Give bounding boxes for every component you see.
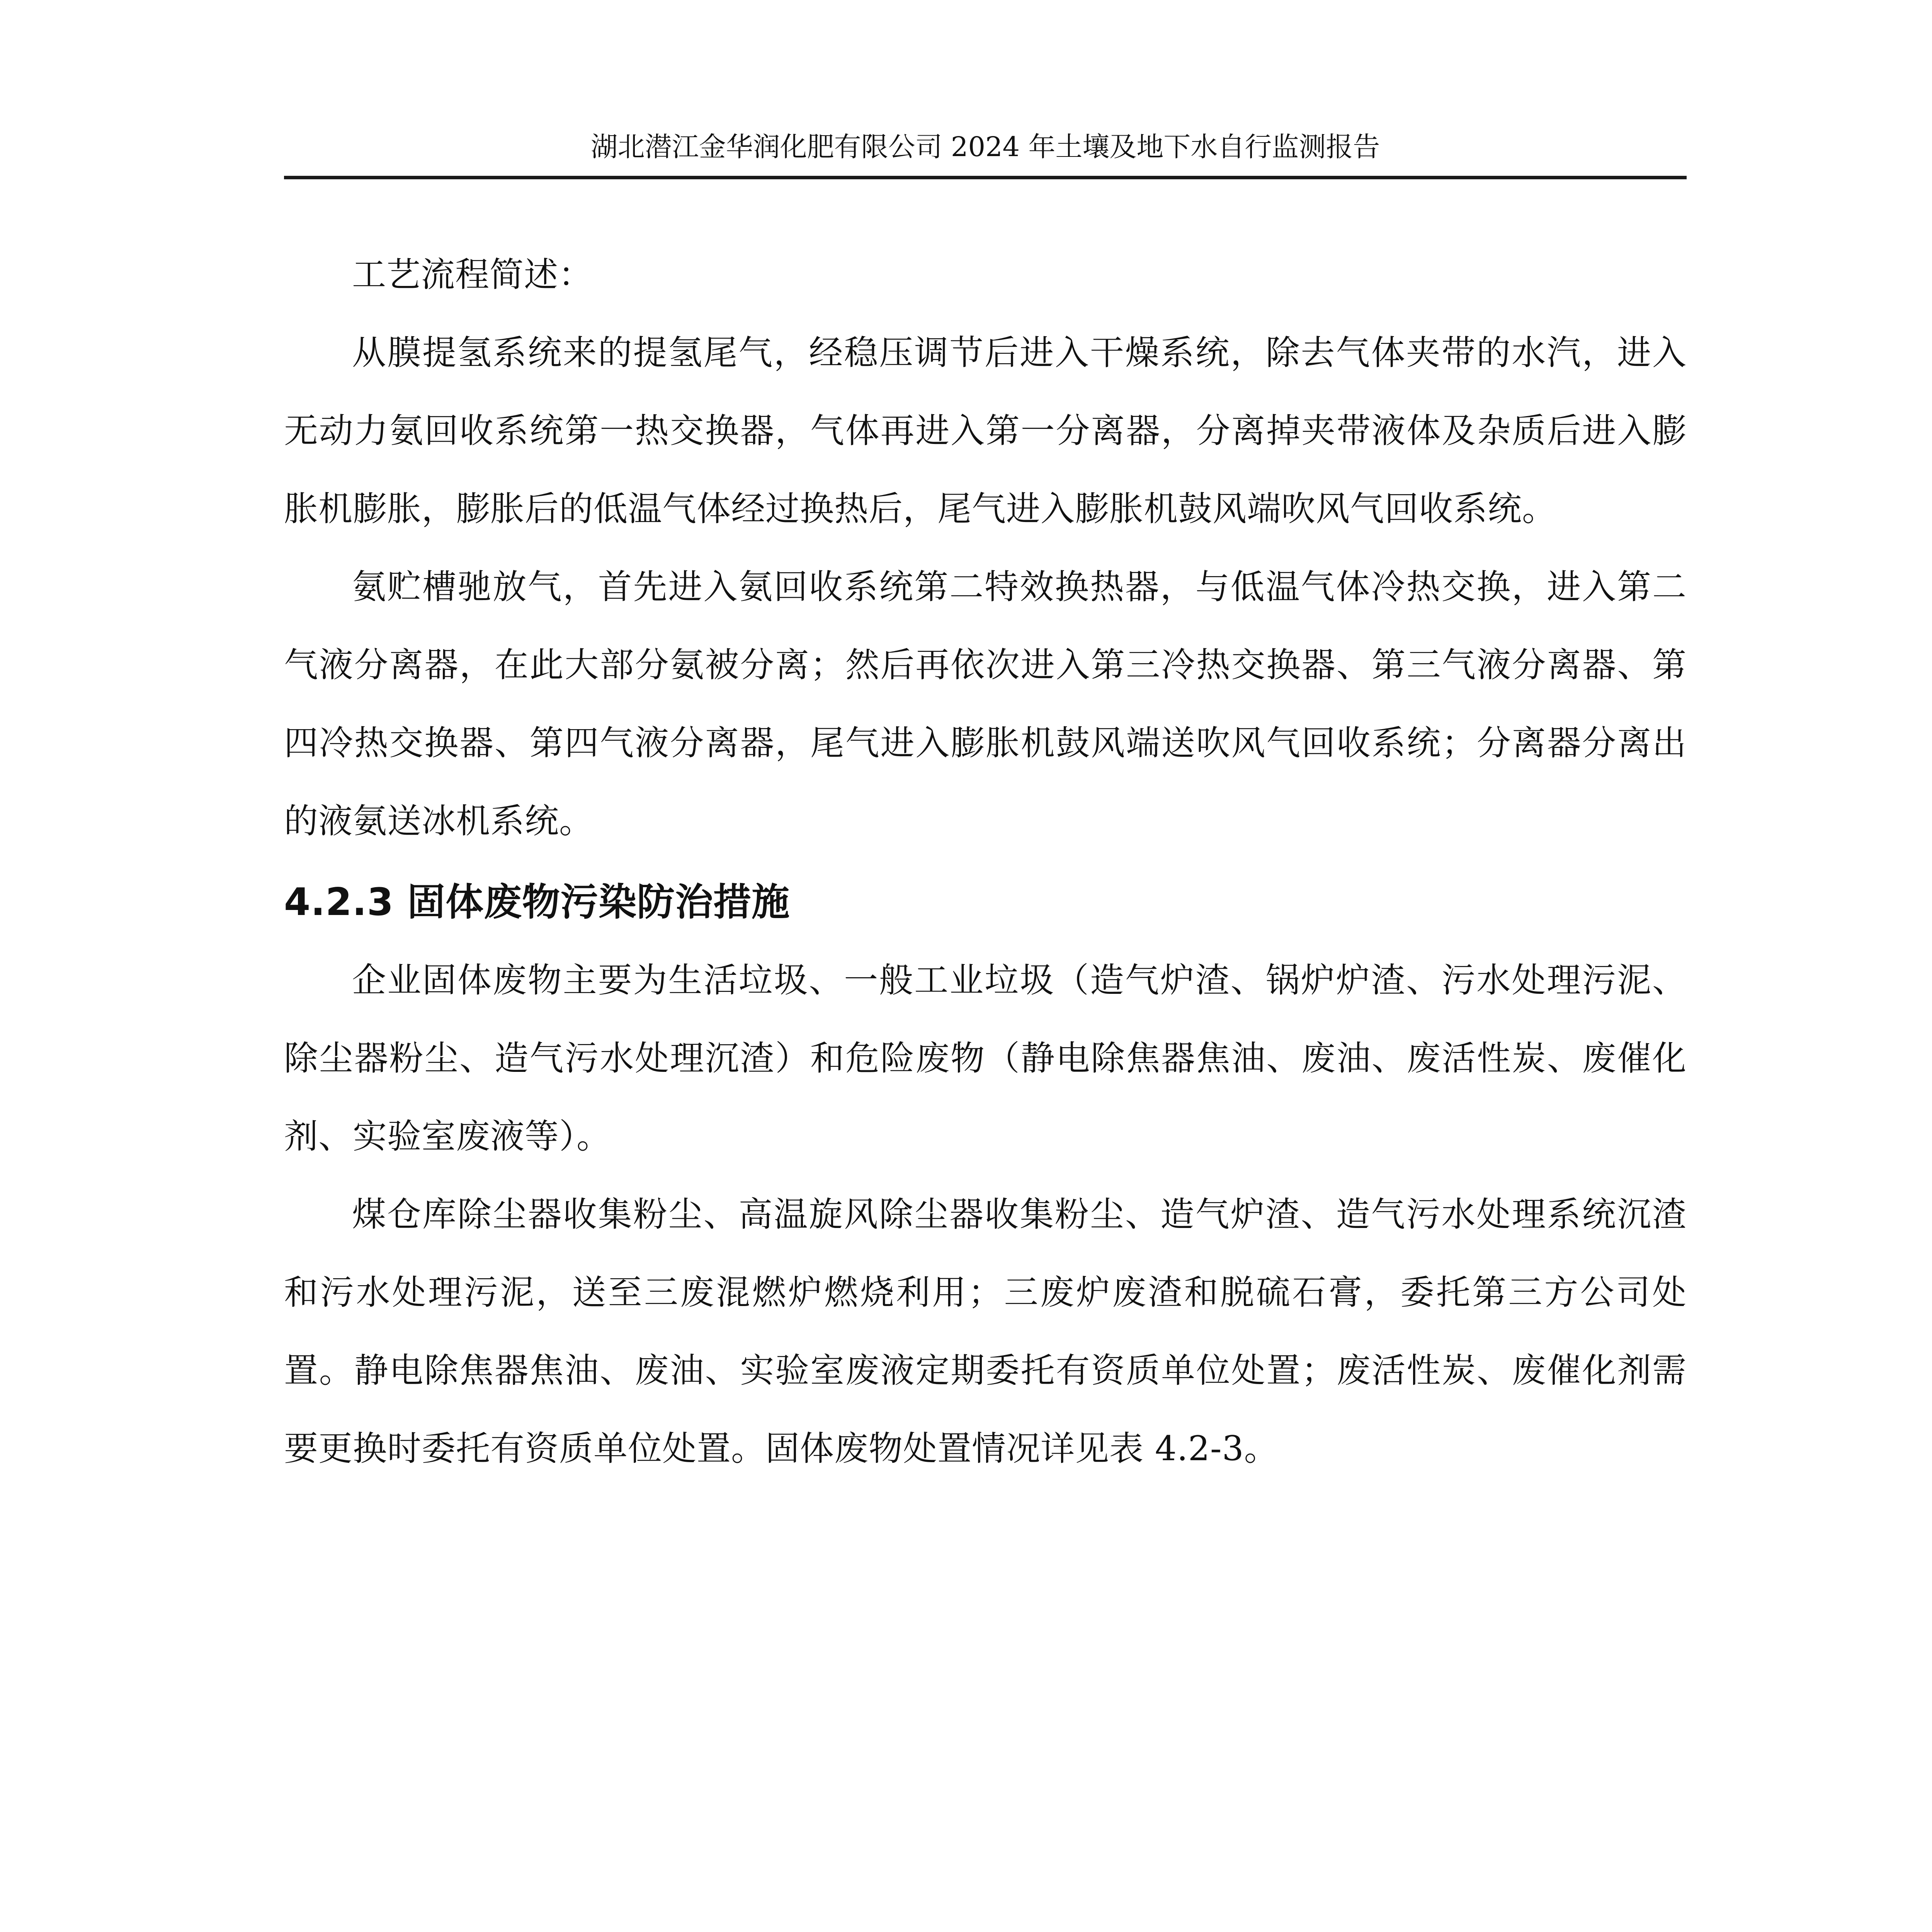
header-divider <box>284 176 1687 179</box>
section-heading: 4.2.3 固体废物污染防治措施 <box>284 880 790 924</box>
paragraph: 煤仓库除尘器收集粉尘、高温旋风除尘器收集粉尘、造气炉渣、造气污水处理系统沉渣和污水处理污泥，送至三废混燃炉燃烧利用；三废炉废渣和脱硫石膏，委托第三方公司处置。静电除焦器焦油、废油、实验室废液定期委托有资质单位处置；废活性炭、废催化剂需要更换时委托有资质单位处置。固体废物处置情况详见表 4.2-3。 <box>284 1194 1687 1468</box>
page-header: 湖北潜江金华润化肥有限公司 2024 年土壤及地下水自行监测报告 <box>590 131 1380 163</box>
document-body <box>284 236 1687 1488</box>
paragraph: 工艺流程简述： <box>352 255 593 294</box>
paragraph: 从膜提氢系统来的提氢尾气，经稳压调节后进入干燥系统，除去气体夹带的水汽，进入无动力氨回收系统第一热交换器，气体再进入第一分离器，分离掉夹带液体及杂质后进入膨胀机膨胀，膨胀后的低温气体经过换热后，尾气进入膨胀机鼓风端吹风气回收系统。 <box>284 333 1687 529</box>
paragraph: 企业固体废物主要为生活垃圾、一般工业垃圾（造气炉渣、锅炉炉渣、污水处理污泥、除尘器粉尘、造气污水处理沉渣）和危险废物（静电除焦器焦油、废油、废活性炭、废催化剂、实验室废液等）。 <box>284 960 1687 1156</box>
paragraph: 氨贮槽驰放气，首先进入氨回收系统第二特效换热器，与低温气体冷热交换，进入第二气液分离器，在此大部分氨被分离；然后再依次进入第三冷热交换器、第三气液分离器、第四冷热交换器、第四气液分离器，尾气进入膨胀机鼓风端送吹风气回收系统；分离器分离出的液氨送冰机系统。 <box>284 567 1687 841</box>
